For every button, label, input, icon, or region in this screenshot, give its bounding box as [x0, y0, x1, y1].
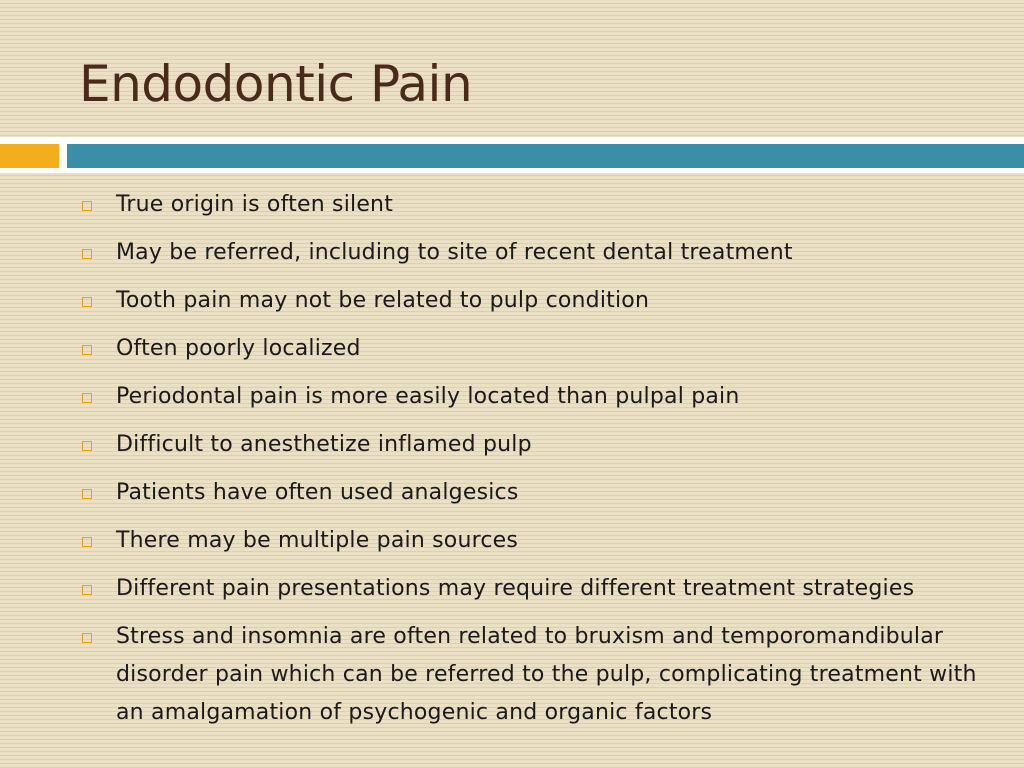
square-bullet-icon	[82, 345, 92, 355]
square-bullet-icon	[82, 537, 92, 547]
bullet-item	[0, 330, 1024, 368]
title-divider-orange-bar	[0, 144, 59, 168]
bullet-text: Different pain presentations may require different treatment strategies	[116, 576, 915, 601]
square-bullet-icon	[82, 489, 92, 499]
bullet-text: Periodontal pain is more easily located than pulpal pain	[116, 384, 740, 409]
bullet-item	[0, 474, 1024, 512]
bullet-item	[0, 282, 1024, 320]
square-bullet-icon	[82, 201, 92, 211]
bullet-text: Patients have often used analgesics	[116, 480, 519, 505]
square-bullet-icon	[82, 297, 92, 307]
bullet-item	[0, 378, 1024, 416]
square-bullet-icon	[82, 441, 92, 451]
square-bullet-icon	[82, 585, 92, 595]
bullet-item	[0, 522, 1024, 560]
title-divider-teal-bar	[67, 144, 1024, 168]
bullet-text: Tooth pain may not be related to pulp condition	[116, 288, 650, 313]
bullet-list	[0, 186, 1024, 742]
square-bullet-icon	[82, 393, 92, 403]
bullet-item	[0, 234, 1024, 272]
bullet-text: There may be multiple pain sources	[116, 528, 519, 553]
bullet-text: Stress and insomnia are often related to bruxism and temporomandibular disorder pain which can be referred to the pulp, complicating treatment with an amalgamation of psychogenic and organic factors	[116, 624, 977, 725]
bullet-item	[0, 570, 1024, 608]
bullet-text: Difficult to anesthetize inflamed pulp	[116, 432, 532, 457]
bullet-text: May be referred, including to site of recent dental treatment	[116, 240, 793, 265]
square-bullet-icon	[82, 633, 92, 643]
bullet-item	[0, 426, 1024, 464]
slide-title: Endodontic Pain	[79, 55, 473, 113]
bullet-text: True origin is often silent	[116, 192, 394, 217]
square-bullet-icon	[82, 249, 92, 259]
bullet-item	[0, 618, 1024, 732]
bullet-item	[0, 186, 1024, 224]
bullet-text: Often poorly localized	[116, 336, 361, 361]
